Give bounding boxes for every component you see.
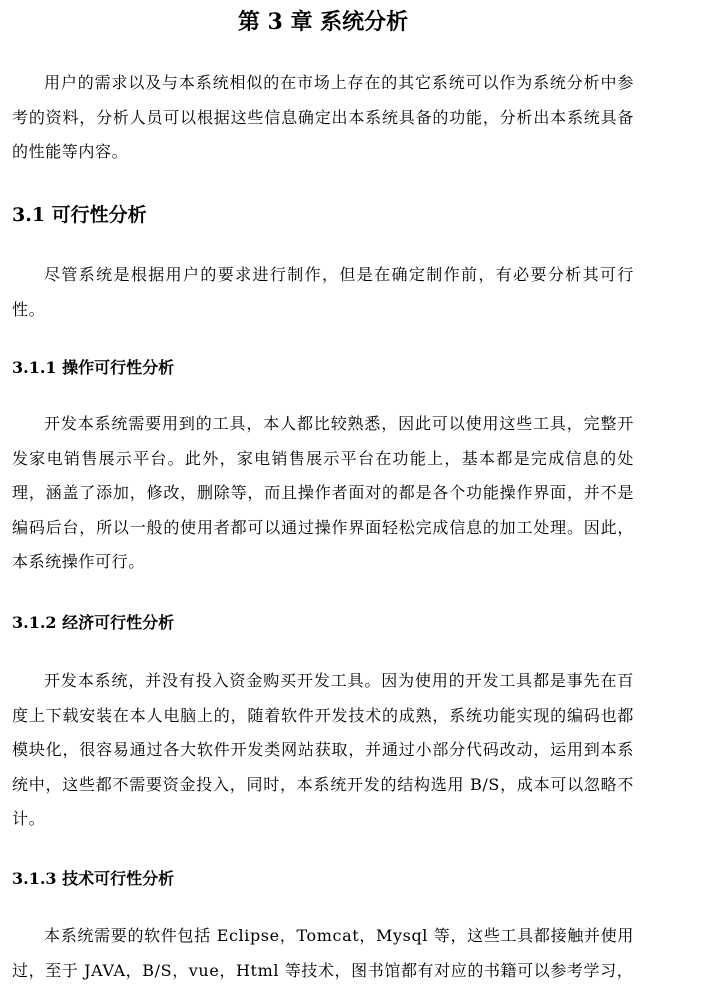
section-3-1-paragraph: 尽管系统是根据用户的要求进行制作，但是在确定制作前，有必要分析其可行性。	[12, 265, 634, 319]
intro-paragraph: 用户的需求以及与本系统相似的在市场上存在的其它系统可以作为系统分析中参考的资料，分析人员可以根据这些信息确定出本系统具备的功能，分析出本系统具备的性能等内容。	[12, 73, 634, 161]
section-heading-3-1-2: 3.1.2 经济可行性分析	[12, 613, 175, 632]
section-3-1-3-paragraph: 本系统需要的软件包括 Eclipse，Tomcat，Mysql 等，这些工具都接触并使用过，至于 JAVA，B/S，vue，Html 等技术，图书馆都有对应的书籍可以参考学习，	[12, 926, 634, 980]
section-heading-3-1-1: 3.1.1 操作可行性分析	[12, 358, 175, 377]
section-3-1-1-paragraph: 开发本系统需要用到的工具，本人都比较熟悉，因此可以使用这些工具，完整开发家电销售展示平台。此外，家电销售展示平台在功能上，基本都是完成信息的处理，涵盖了添加，修改，删除等，而且操作者面对的都是各个功能操作界面，并不是编码后台，所以一般的使用者都可以通过操作界面轻松完成信息的加工处理。因此，本系统操作可行。	[12, 414, 634, 571]
section-heading-3-1-3: 3.1.3 技术可行性分析	[12, 869, 175, 888]
section-heading-3-1: 3.1 可行性分析	[12, 204, 147, 226]
section-3-1-2-paragraph: 开发本系统，并没有投入资金购买开发工具。因为使用的开发工具都是事先在百度上下载安装在本人电脑上的，随着软件开发技术的成熟，系统功能实现的编码也都模块化，很容易通过各大软件开发类网站获取，并通过小部分代码改动，运用到本系统中，这些都不需要资金投入，同时，本系统开发的结构选用 B/S，成本可以忽略不计。	[12, 671, 634, 828]
chapter-title: 第 3 章 系统分析	[237, 9, 409, 35]
